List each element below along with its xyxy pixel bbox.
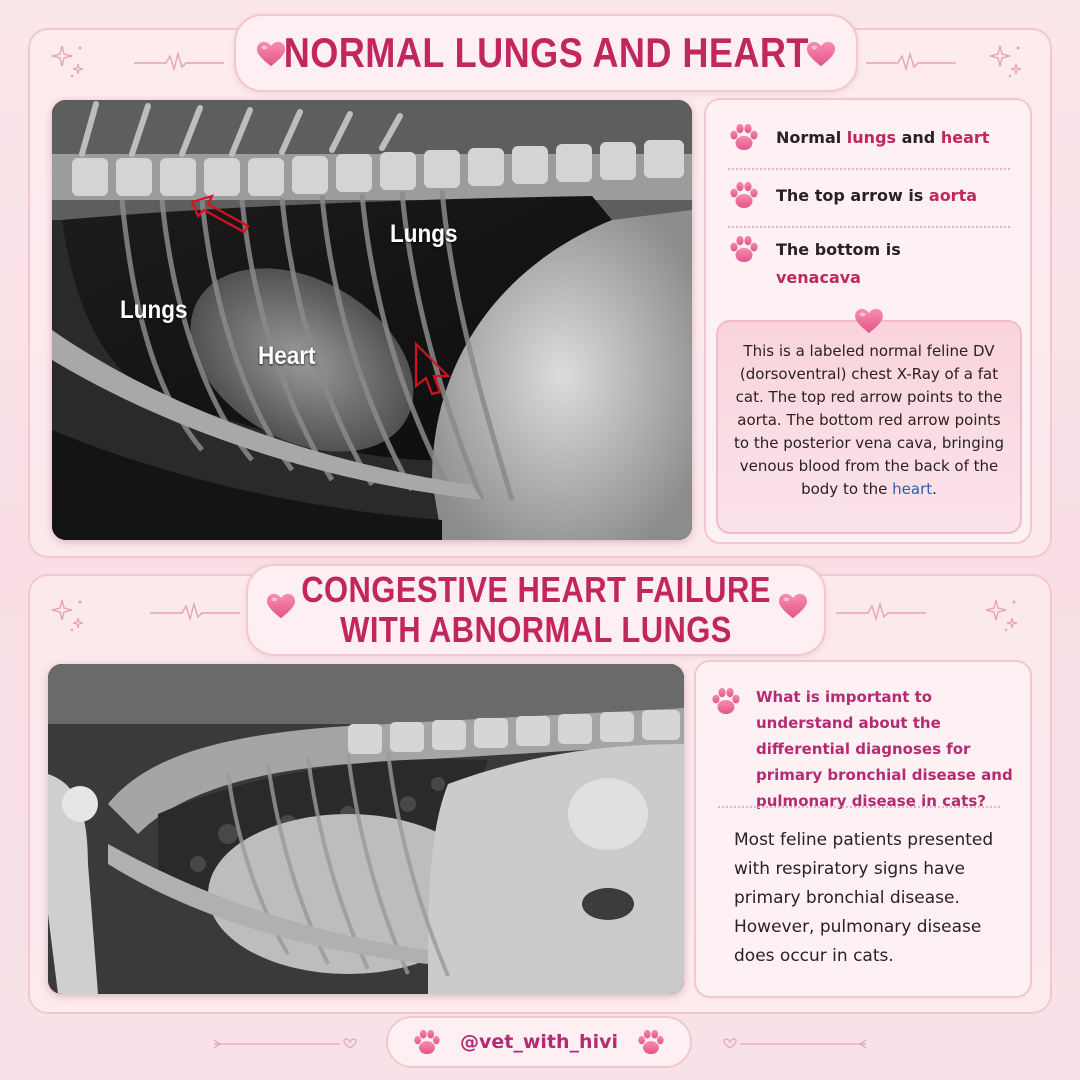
page-title: NORMAL LUNGS AND HEART <box>283 29 809 76</box>
heart-icon <box>778 592 808 620</box>
normal-chest-xray <box>52 100 692 540</box>
sparkle-icon <box>50 594 90 634</box>
bullet-item <box>728 124 1018 152</box>
pulse-icon <box>836 602 926 622</box>
handle-badge <box>386 1016 692 1068</box>
question-text: What is important to understand about the differential diagnoses for primary bronchial disease and pulmonary disease in cats? <box>756 688 1013 810</box>
bullet-item <box>728 236 1018 292</box>
chf-chest-xray <box>48 664 684 994</box>
paw-icon <box>636 1028 666 1056</box>
sparkle-icon <box>988 40 1028 80</box>
pulse-icon <box>150 602 240 622</box>
normal-info-card <box>704 98 1032 544</box>
section-title: CONGESTIVE HEART FAILURE WITH ABNORMAL LUNGS <box>301 569 771 650</box>
paw-icon <box>728 122 760 152</box>
lungs-label-left: Lungs <box>120 296 188 324</box>
answer-text: Most feline patients presented with respiratory signs have primary bronchial disease. However, pulmonary disease does occur in cats. <box>734 830 994 966</box>
lungs-label-upper: Lungs <box>390 220 458 248</box>
paw-icon <box>710 686 742 716</box>
footer-decoration <box>710 1036 870 1052</box>
paw-icon <box>728 180 760 210</box>
description-box: This is a labeled normal feline DV (dorsoventral) chest X-Ray of a fat cat. The top red arrow points to the aorta. The bottom red arrow points to the posterior vena cava, bringing venous blood from the back of the body to the heart. <box>716 320 1022 534</box>
paw-icon <box>728 234 760 264</box>
paw-icon <box>412 1028 442 1056</box>
heart-icon <box>806 40 836 68</box>
instagram-handle[interactable]: @vet_with_hivi <box>460 1031 618 1053</box>
pulse-icon <box>134 52 224 72</box>
heart-link: heart <box>892 480 933 498</box>
divider <box>718 806 1000 808</box>
question-item <box>710 684 1026 814</box>
xray-image <box>48 664 684 994</box>
description-text: This is a labeled normal feline DV (dorsoventral) chest X-Ray of a fat cat. The top red arrow points to the aorta. The bottom red arrow points to the posterior vena cava, bringing venous blood from the back of the body to the <box>734 342 1004 498</box>
divider <box>728 226 1010 228</box>
bullet-item <box>728 182 1018 210</box>
section-title-pill <box>234 14 858 92</box>
chf-info-card <box>694 660 1032 998</box>
bullet-text: Normal lungs and heart <box>776 128 990 147</box>
heart-label: Heart <box>258 342 316 370</box>
section-title-pill <box>246 564 826 656</box>
sparkle-icon <box>984 594 1024 634</box>
sparkle-icon <box>50 40 90 80</box>
heart-icon <box>854 308 884 334</box>
bullet-text: The top arrow is aorta <box>776 186 978 205</box>
heart-icon <box>256 40 286 68</box>
divider <box>728 168 1010 170</box>
pulse-icon <box>866 52 956 72</box>
bullet-text: The bottom is venacava <box>776 240 901 287</box>
footer-decoration <box>210 1036 370 1052</box>
heart-icon <box>266 592 296 620</box>
